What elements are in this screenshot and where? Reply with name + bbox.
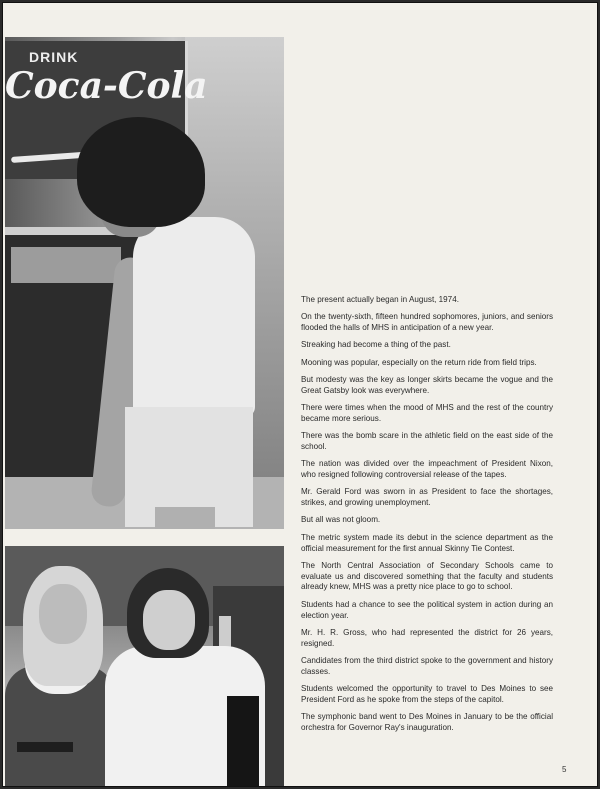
- boy-face: [143, 590, 195, 650]
- girl-belt: [17, 742, 73, 752]
- paragraph: Mr. H. R. Gross, who had represented the district for 26 years, resigned.: [301, 627, 553, 648]
- paragraph: The nation was divided over the impeachment of President Nixon, who resigned following controversial release of the tapes.: [301, 459, 553, 480]
- paragraph: The North Central Association of Secondary Schools came to evaluate us and discovered something that the faculty and students already knew, MHS was a pretty nice place to go to school.: [301, 560, 553, 592]
- photo-students: [5, 546, 284, 786]
- paragraph: Students had a chance to see the political system in action during an election year.: [301, 599, 553, 620]
- paragraph: On the twenty-sixth, fifteen hundred sophomores, juniors, and seniors flooded the halls of MHS in anticipation of a new year.: [301, 312, 553, 333]
- paragraph: Mooning was popular, especially on the return ride from field trips.: [301, 357, 537, 367]
- paragraph: The symphonic band went to Des Moines in January to be the official orchestra for Governor Ray's inauguration.: [301, 712, 553, 732]
- book: [227, 696, 259, 786]
- paragraph: But modesty was the key as longer skirts became the vogue and the Great Gatsby look was everywhere.: [301, 374, 553, 395]
- paragraph: But all was not gloom.: [301, 515, 381, 525]
- paragraph: Mr. Gerald Ford was sworn in as President to face the shortages, strikes, and growing unemployment.: [301, 487, 553, 508]
- body-text: [301, 295, 553, 740]
- student-shirt: [133, 217, 255, 417]
- paragraph: There were times when the mood of MHS and the rest of the country became more serious.: [301, 403, 553, 423]
- paragraph: There was the bomb scare in the athletic field on the east side of the school.: [301, 431, 553, 451]
- machine-panel: [11, 247, 121, 283]
- student-hair: [77, 117, 205, 227]
- sign-drink-text: DRINK: [29, 49, 79, 65]
- paragraph: The present actually began in August, 1974.: [301, 295, 459, 304]
- photo-vending-machine: [5, 37, 284, 529]
- page-number: 5: [562, 765, 567, 774]
- girl-face: [39, 584, 87, 644]
- paragraph: Candidates from the third district spoke to the government and history classes.: [301, 655, 553, 676]
- paragraph: Students welcomed the opportunity to travel to Des Moines to see President Ford as he spoke from the steps of the capitol.: [301, 684, 553, 704]
- yearbook-page: [2, 2, 598, 787]
- paragraph: Streaking had become a thing of the past.: [301, 340, 451, 350]
- sign-logo-text: Coca-Cola: [5, 65, 208, 107]
- paragraph: The metric system made its debut in the science department as the official measurement for the first annual Skinny Tie Contest.: [301, 532, 553, 553]
- student-legs: [155, 507, 215, 529]
